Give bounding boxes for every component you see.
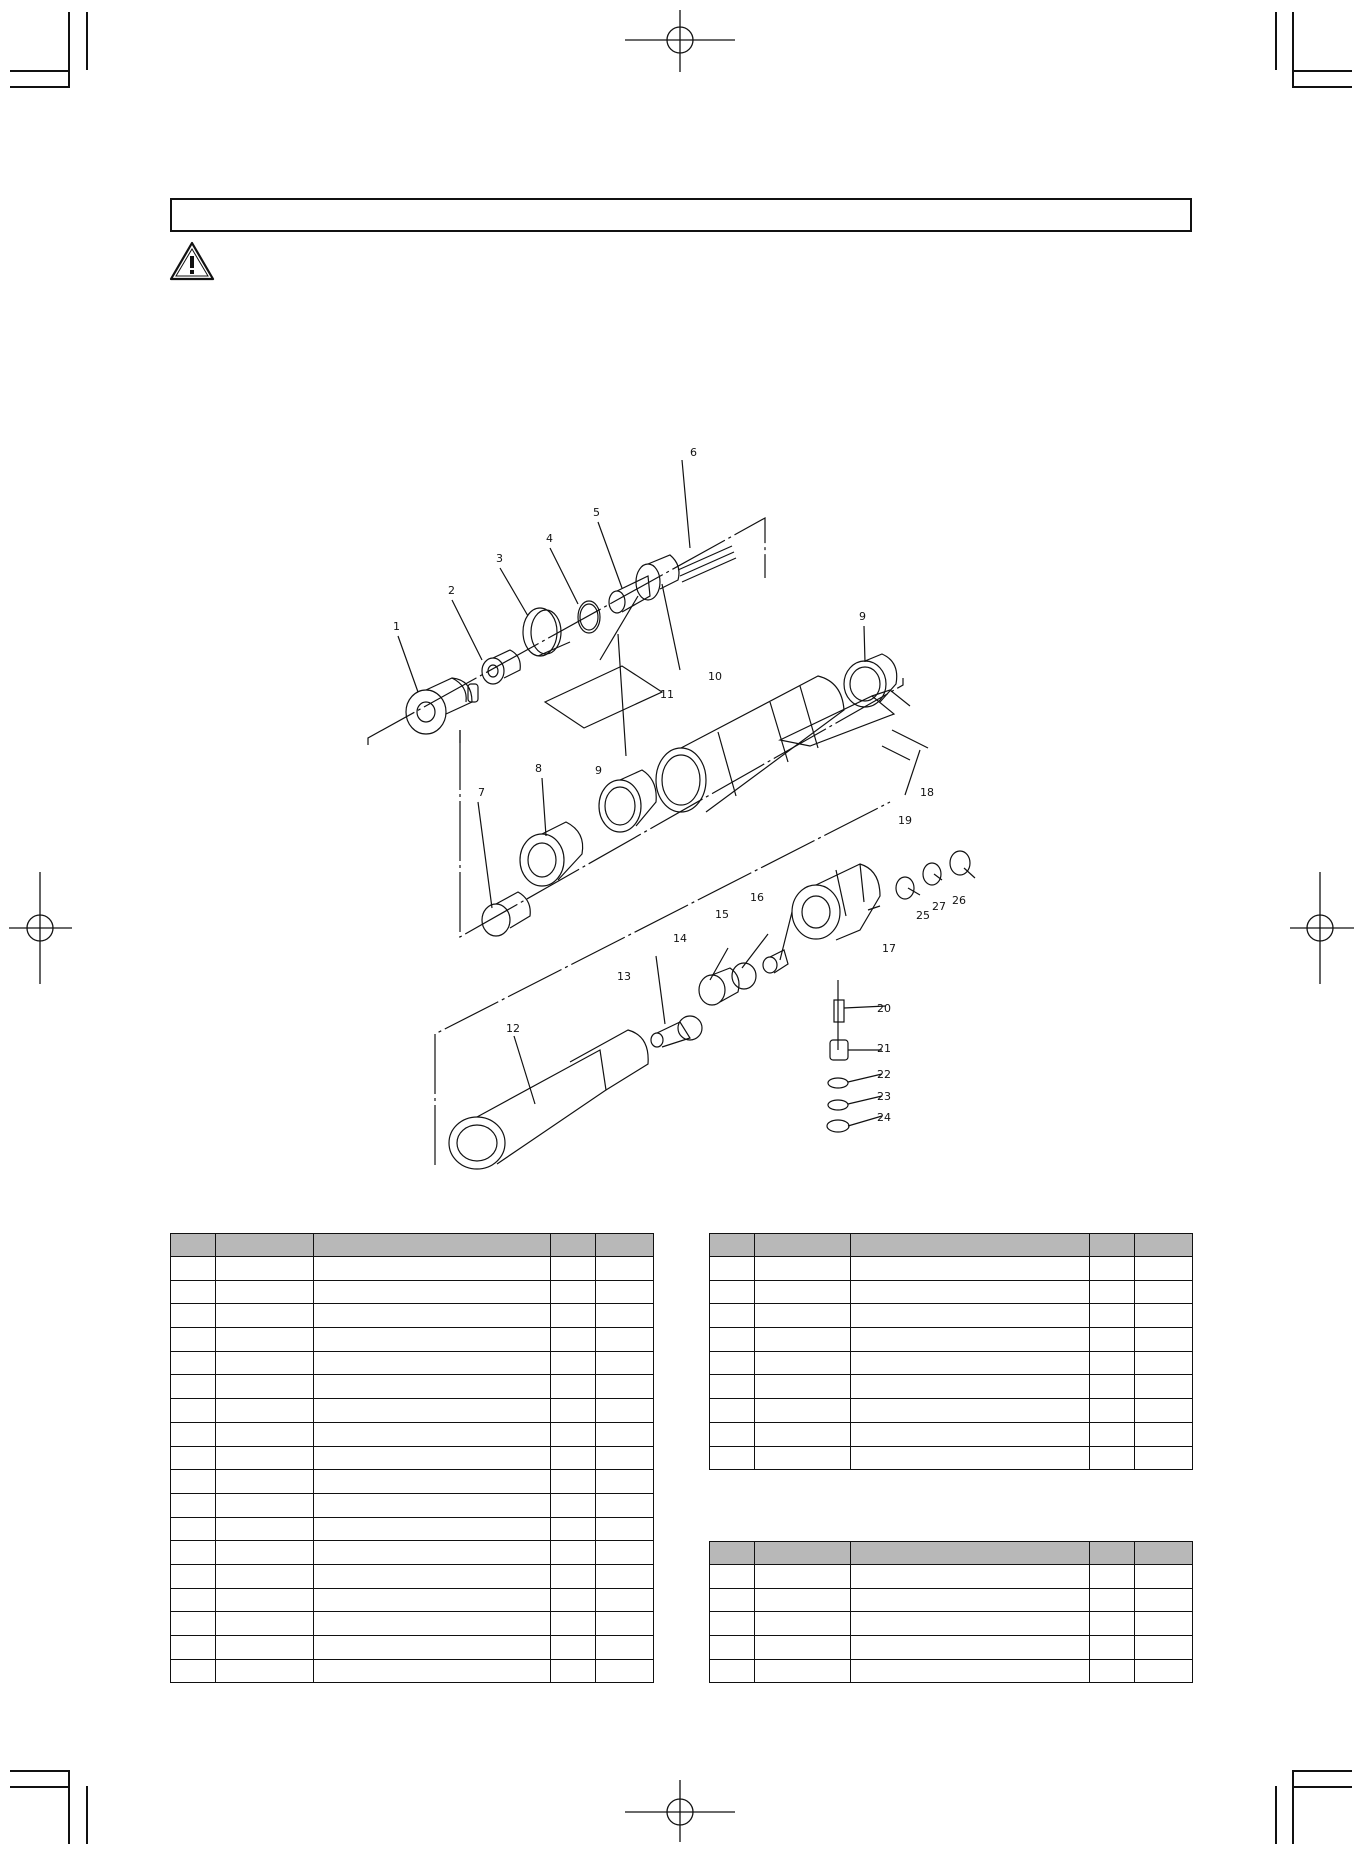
table-cell [710,1280,755,1304]
table-cell [1135,1612,1193,1636]
table-row [710,1304,1193,1328]
table-cell [551,1564,596,1588]
table-cell [851,1446,1090,1470]
table-cell [596,1328,654,1352]
table-cell [314,1257,551,1281]
table-cell [314,1399,551,1423]
callout-label: 5 [593,506,600,519]
table-cell [755,1659,851,1683]
table-row [171,1636,654,1660]
table-cell [216,1280,314,1304]
table-cell [596,1399,654,1423]
crosshair-registration-icon [4,868,74,988]
table-cell [216,1351,314,1375]
table-cell [851,1257,1090,1281]
callout-label: 9 [859,610,866,623]
table-row [710,1659,1193,1683]
table-cell [851,1399,1090,1423]
table-cell [1090,1351,1135,1375]
table-cell [314,1351,551,1375]
table-cell [755,1612,851,1636]
table-cell [314,1636,551,1660]
section-title-box [170,198,1192,232]
table-cell [755,1565,851,1589]
table-cell [710,1659,755,1683]
table-cell [314,1470,551,1494]
table-cell [216,1328,314,1352]
table-row [710,1375,1193,1399]
table-row [710,1565,1193,1589]
table-cell [1135,1280,1193,1304]
callout-label: 14 [673,932,687,945]
table-cell [314,1493,551,1517]
table-cell [1090,1565,1135,1589]
callout-label: 20 [877,1002,891,1015]
table-cell [710,1257,755,1281]
table-cell [851,1659,1090,1683]
callout-label: 1 [393,620,400,633]
crosshair-registration-icon [1288,868,1358,988]
table-cell [216,1399,314,1423]
callout-label: 19 [898,814,912,827]
table-row [710,1446,1193,1470]
table-row [171,1541,654,1565]
table-cell [596,1659,654,1683]
table-row [171,1588,654,1612]
table-cell [851,1304,1090,1328]
table-cell [851,1280,1090,1304]
table-cell [314,1280,551,1304]
table-cell [755,1280,851,1304]
table-cell [171,1399,216,1423]
table-cell [1135,1659,1193,1683]
table-row [710,1422,1193,1446]
table-cell [710,1375,755,1399]
table-cell [314,1328,551,1352]
table-cell [216,1422,314,1446]
table-row [171,1659,654,1683]
table-cell [1135,1304,1193,1328]
parts-table-left [170,1233,654,1683]
table-cell [171,1636,216,1660]
table-cell [216,1541,314,1565]
table-cell [551,1612,596,1636]
table-row [171,1446,654,1470]
table-cell [851,1636,1090,1660]
table-cell [1135,1257,1193,1281]
table-cell [1090,1304,1135,1328]
table-cell [171,1422,216,1446]
table-cell [596,1280,654,1304]
table-cell [171,1446,216,1470]
callout-label: 27 [932,900,946,913]
table-row [171,1517,654,1541]
table-cell [710,1328,755,1352]
callout-label: 15 [715,908,729,921]
table-row [171,1351,654,1375]
table-cell [1090,1280,1135,1304]
callout-label: 18 [920,786,934,799]
table-cell [551,1280,596,1304]
table-row [171,1399,654,1423]
callout-label: 9 [595,764,602,777]
table-cell [1090,1399,1135,1423]
table-cell [314,1375,551,1399]
callout-label: 6 [690,446,697,459]
table-cell [216,1517,314,1541]
table-cell [171,1257,216,1281]
table-row [171,1304,654,1328]
crosshair-registration-icon [620,10,740,74]
table-cell [551,1399,596,1423]
table-cell [851,1351,1090,1375]
table-cell [755,1375,851,1399]
callout-label: 2 [448,584,455,597]
table-cell [1135,1446,1193,1470]
table-row [710,1351,1193,1375]
table-cell [1090,1328,1135,1352]
table-cell [314,1422,551,1446]
callout-label: 25 [916,909,930,922]
table-cell [314,1304,551,1328]
table-cell [1135,1375,1193,1399]
exploded-parts-diagram [360,440,966,1180]
table-cell [710,1636,755,1660]
table-cell [314,1517,551,1541]
table-cell [171,1564,216,1588]
table-cell [710,1588,755,1612]
table-row [171,1493,654,1517]
table-cell [755,1588,851,1612]
table-cell [551,1422,596,1446]
table-cell [755,1257,851,1281]
table-row [710,1399,1193,1423]
table-cell [851,1565,1090,1589]
table-cell [596,1541,654,1565]
table-row [710,1257,1193,1281]
table-cell [1090,1612,1135,1636]
table-cell [1090,1636,1135,1660]
table-row [171,1328,654,1352]
table-cell [596,1375,654,1399]
table-cell [551,1541,596,1565]
table-cell [710,1612,755,1636]
crosshair-registration-icon [620,1778,740,1842]
table-cell [596,1612,654,1636]
table-cell [596,1493,654,1517]
table-cell [1090,1659,1135,1683]
table-row [171,1564,654,1588]
table-cell [755,1422,851,1446]
table-cell [851,1422,1090,1446]
table-cell [171,1612,216,1636]
table-cell [755,1399,851,1423]
table-cell [314,1588,551,1612]
callout-label: 10 [708,670,722,683]
table-cell [551,1493,596,1517]
table-cell [1135,1399,1193,1423]
table-cell [851,1612,1090,1636]
table-cell [551,1517,596,1541]
table-cell [1135,1351,1193,1375]
table-cell [596,1588,654,1612]
parts-table-right-top [709,1233,1193,1470]
table-cell [596,1517,654,1541]
callout-label: 3 [496,552,503,565]
table-row [171,1257,654,1281]
table-cell [596,1446,654,1470]
table-cell [216,1612,314,1636]
table-row [710,1588,1193,1612]
table-cell [710,1446,755,1470]
table-cell [710,1422,755,1446]
table-cell [596,1422,654,1446]
table-cell [551,1588,596,1612]
table-cell [216,1493,314,1517]
table-cell [1135,1328,1193,1352]
table-cell [314,1446,551,1470]
table-cell [216,1257,314,1281]
table-cell [551,1304,596,1328]
table-cell [1090,1588,1135,1612]
table-cell [216,1375,314,1399]
table-cell [171,1517,216,1541]
table-row [171,1422,654,1446]
table-cell [755,1636,851,1660]
warning-triangle-icon [168,240,216,282]
table-cell [551,1636,596,1660]
table-cell [755,1351,851,1375]
table-header-row [710,1542,1193,1565]
table-cell [596,1304,654,1328]
table-cell [596,1636,654,1660]
table-row [710,1612,1193,1636]
table-cell [755,1446,851,1470]
callout-label: 11 [660,688,674,701]
callout-label: 12 [506,1022,520,1035]
table-cell [171,1304,216,1328]
table-cell [216,1446,314,1470]
table-cell [551,1470,596,1494]
table-cell [551,1351,596,1375]
callout-label: 17 [882,942,896,955]
table-cell [1090,1257,1135,1281]
table-cell [551,1659,596,1683]
table-cell [171,1280,216,1304]
table-cell [710,1304,755,1328]
table-cell [171,1470,216,1494]
table-cell [1090,1446,1135,1470]
table-cell [710,1565,755,1589]
table-cell [1135,1588,1193,1612]
table-cell [216,1588,314,1612]
table-cell [710,1351,755,1375]
callout-label: 24 [877,1111,891,1124]
table-header-row [710,1234,1193,1257]
table-row [710,1328,1193,1352]
table-cell [314,1659,551,1683]
table-cell [216,1470,314,1494]
callout-label: 16 [750,891,764,904]
table-cell [1135,1422,1193,1446]
table-cell [314,1564,551,1588]
callout-label: 23 [877,1090,891,1103]
table-cell [171,1588,216,1612]
table-cell [171,1659,216,1683]
table-cell [216,1659,314,1683]
table-cell [551,1446,596,1470]
table-cell [216,1564,314,1588]
table-cell [596,1564,654,1588]
table-cell [755,1328,851,1352]
table-row [710,1280,1193,1304]
table-cell [551,1375,596,1399]
table-header-row [171,1234,654,1257]
callout-label: 13 [617,970,631,983]
table-cell [710,1399,755,1423]
table-row [171,1612,654,1636]
table-row [171,1470,654,1494]
callout-label: 4 [546,532,553,545]
table-row [171,1280,654,1304]
table-cell [216,1636,314,1660]
table-cell [171,1351,216,1375]
table-cell [171,1541,216,1565]
table-cell [596,1470,654,1494]
callout-label: 8 [535,762,542,775]
table-cell [851,1588,1090,1612]
table-cell [596,1351,654,1375]
table-row [710,1636,1193,1660]
table-cell [314,1541,551,1565]
table-row [171,1375,654,1399]
callout-label: 22 [877,1068,891,1081]
table-cell [551,1257,596,1281]
table-cell [755,1304,851,1328]
table-cell [1135,1565,1193,1589]
parts-table-right-bottom [709,1541,1193,1683]
callout-label: 26 [952,894,966,907]
table-cell [851,1328,1090,1352]
table-cell [1090,1375,1135,1399]
callout-label: 7 [478,786,485,799]
table-cell [171,1493,216,1517]
table-cell [216,1304,314,1328]
table-cell [314,1612,551,1636]
table-cell [171,1375,216,1399]
table-cell [1135,1636,1193,1660]
table-cell [551,1328,596,1352]
table-cell [596,1257,654,1281]
table-cell [1090,1422,1135,1446]
table-cell [171,1328,216,1352]
callout-label: 21 [877,1042,891,1055]
table-cell [851,1375,1090,1399]
